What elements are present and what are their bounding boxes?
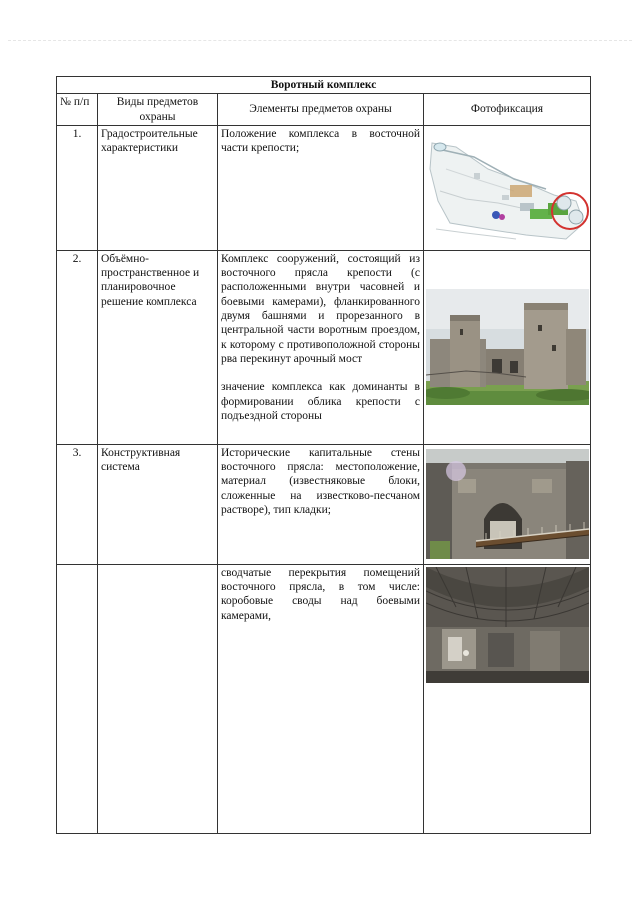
header-num: № п/п: [57, 94, 98, 126]
table-header-row: [57, 94, 591, 126]
row-number: [57, 564, 98, 833]
row-photo: [424, 125, 591, 250]
row-elements-extra: значение комплекса как доминанты в формировании облика крепости с подъездной стороны: [221, 381, 420, 422]
row-type: [98, 564, 218, 833]
row-number: 1.: [57, 125, 98, 250]
row-photo: [424, 250, 591, 444]
table-row: [57, 250, 591, 444]
row-elements: Исторические капитальные стены восточного прясла: местоположение, материал (известняковые блоки, сложенные на известково-песчаном растворе), тип кладки;: [218, 444, 424, 564]
table-row: [57, 125, 591, 250]
header-photo: Фотофиксация: [424, 94, 591, 126]
table-title-row: [57, 77, 591, 94]
row-elements: [218, 250, 424, 444]
row-number: 2.: [57, 250, 98, 444]
row-number: 3.: [57, 444, 98, 564]
fortress-plan-map-icon: [426, 129, 589, 247]
row-type: Объёмно-пространственное и планировочное решение комплекса: [98, 250, 218, 444]
row-elements: Положение комплекса в восточной части крепости;: [218, 125, 424, 250]
row-type: Градостроительные характеристики: [98, 125, 218, 250]
vaulted-chamber-photo-icon: [426, 567, 589, 683]
header-elements: Элементы предметов охраны: [218, 94, 424, 126]
row-photo: [424, 444, 591, 564]
table-row: [57, 564, 591, 833]
table-title: Воротный комплекс: [57, 77, 591, 94]
row-photo: [424, 564, 591, 833]
protection-objects-table: [56, 76, 591, 834]
scan-artifact-line: [8, 40, 632, 41]
header-types: Виды предметов охраны: [98, 94, 218, 126]
row-type: Конструктивная система: [98, 444, 218, 564]
row-elements: сводчатые перекрытия помещений восточного прясла, в том числе: коробовые своды над боевыми камерами,: [218, 564, 424, 833]
table-row: [57, 444, 591, 564]
row-elements-main: Комплекс сооружений, состоящий из восточного прясла крепости (с расположенными внутри часовней и боевыми камерами), фланкированного двумя башнями и прорезанного в центральной части воротным проездом, к которому с противоположной стороны рва перекинут арочный мост: [221, 252, 420, 365]
gate-passage-photo-icon: [426, 449, 589, 559]
gate-towers-photo-icon: [426, 289, 589, 405]
